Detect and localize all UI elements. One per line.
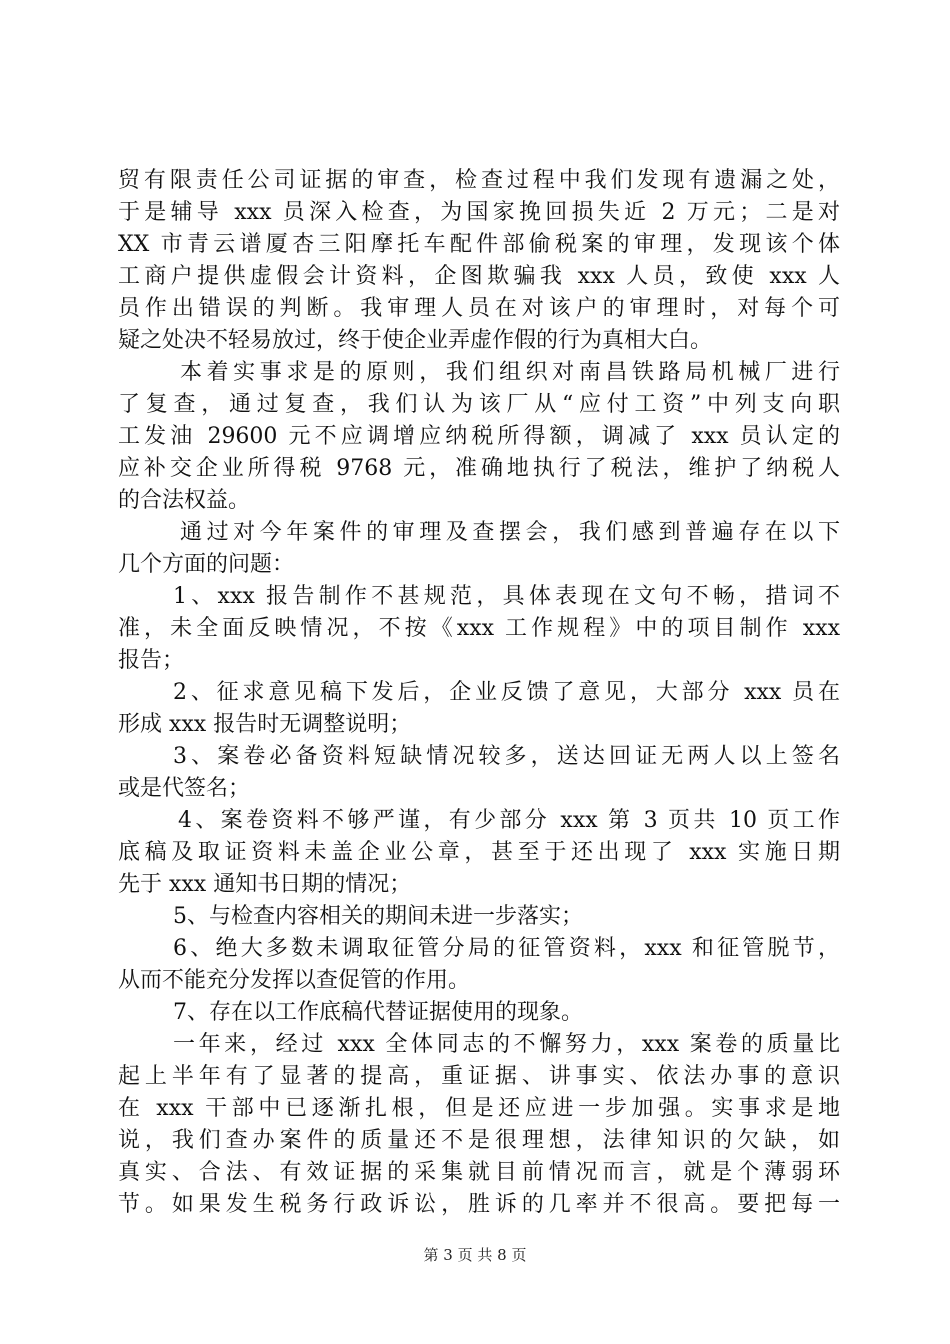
- paragraph-line: 于是辅导 xxx 员深入检查，为国家挽回损失近 2 万元；二是对: [118, 200, 840, 225]
- page-footer: 第 3 页 共 8 页: [423, 1246, 527, 1264]
- paragraph-line: 从而不能充分发挥以查促管的作用。: [118, 968, 471, 993]
- paragraph-line: 本着实事求是的原则，我们组织对南昌铁路局机械厂进行: [180, 360, 840, 385]
- paragraph-line: 说，我们查办案件的质量还不是很理想，法律知识的欠缺，如: [118, 1128, 840, 1153]
- paragraph-line: 工发油 29600 元不应调增应纳税所得额，调减了 xxx 员认定的: [118, 424, 840, 449]
- paragraph-line: 疑之处决不轻易放过，终于使企业弄虚作假的行为真相大白。: [118, 328, 713, 353]
- paragraph-line: 起上半年有了显著的提高，重证据、讲事实、依法办事的意识: [118, 1064, 840, 1089]
- paragraph-line: 一年来，经过 xxx 全体同志的不懈努力，xxx 案卷的质量比: [173, 1032, 840, 1057]
- paragraph-line: 或是代签名；: [118, 776, 251, 801]
- paragraph-line: 底稿及取证资料未盖企业公章，甚至于还出现了 xxx 实施日期: [118, 840, 840, 865]
- paragraph-line: 6、绝大多数未调取征管分局的征管资料，xxx 和征管脱节，: [173, 936, 840, 961]
- paragraph-line: 4、案卷资料不够严谨，有少部分 xxx 第 3 页共 10 页工作: [178, 808, 840, 833]
- paragraph-line: 通过对今年案件的审理及查摆会，我们感到普遍存在以下: [180, 520, 840, 545]
- paragraph-line: XX 市青云谱厦杏三阳摩托车配件部偷税案的审理，发现该个体: [118, 232, 840, 257]
- paragraph-line: 了复查，通过复查，我们认为该厂从“应付工资”中列支向职: [118, 392, 840, 417]
- paragraph-line: 几个方面的问题：: [118, 552, 295, 577]
- paragraph-line: 准，未全面反映情况，不按《xxx 工作规程》中的项目制作 xxx: [118, 616, 840, 641]
- paragraph-line: 员作出错误的判断。我审理人员在对该户的审理时，对每个可: [118, 296, 840, 321]
- paragraph-line: 5、与检查内容相关的期间未进一步落实；: [173, 904, 583, 929]
- paragraph-line: 贸有限责任公司证据的审查，检查过程中我们发现有遗漏之处，: [118, 168, 840, 193]
- paragraph-line: 形成 xxx 报告时无调整说明；: [118, 712, 412, 737]
- paragraph-line: 7、存在以工作底稿代替证据使用的现象。: [173, 1000, 583, 1025]
- paragraph-line: 应补交企业所得税 9768 元，准确地执行了税法，维护了纳税人: [118, 456, 840, 481]
- paragraph-line: 报告；: [118, 648, 185, 673]
- paragraph-line: 真实、合法、有效证据的采集就目前情况而言，就是个薄弱环: [118, 1160, 840, 1185]
- document-body: [118, 165, 840, 1221]
- paragraph-line: 3、案卷必备资料短缺情况较多，送达回证无两人以上签名: [173, 744, 840, 769]
- paragraph-line: 1、xxx 报告制作不甚规范，具体表现在文句不畅，措词不: [173, 584, 840, 609]
- paragraph-line: 在 xxx 干部中已逐渐扎根，但是还应进一步加强。实事求是地: [118, 1096, 840, 1121]
- paragraph-line: 工商户提供虚假会计资料，企图欺骗我 xxx 人员，致使 xxx 人: [118, 264, 840, 289]
- paragraph-line: 先于 xxx 通知书日期的情况；: [118, 872, 412, 897]
- paragraph-line: 节。如果发生税务行政诉讼，胜诉的几率并不很高。要把每一: [118, 1192, 840, 1217]
- paragraph-line: 2、征求意见稿下发后，企业反馈了意见，大部分 xxx 员在: [173, 680, 840, 705]
- paragraph-line: 的合法权益。: [118, 488, 251, 513]
